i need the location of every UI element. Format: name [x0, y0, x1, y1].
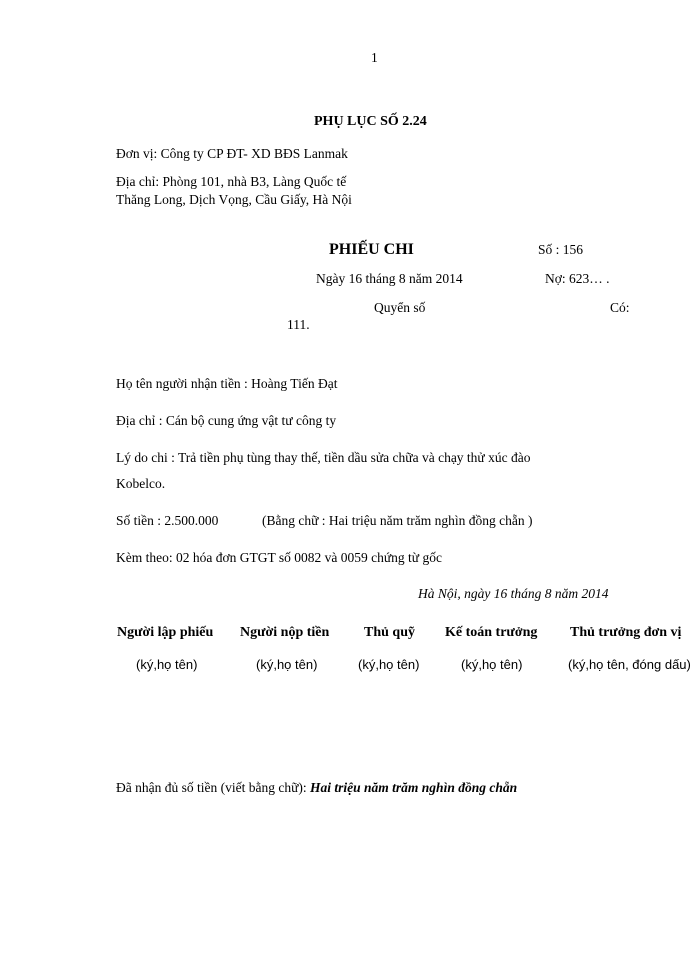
- signature-note: (ký,họ tên): [461, 657, 523, 672]
- recipient-name: Họ tên người nhận tiền : Hoàng Tiến Đạt: [116, 376, 338, 391]
- voucher-date: Ngày 16 tháng 8 năm 2014: [316, 271, 463, 286]
- attachments: Kèm theo: 02 hóa đơn GTGT số 0082 và 0059 chứng từ gốc: [116, 550, 442, 565]
- received-label: Đã nhận đủ số tiền (viết bằng chữ):: [116, 780, 307, 795]
- signature-title: Thủ quỹ: [364, 625, 415, 640]
- credit-account: 111.: [287, 317, 310, 332]
- unit-line: Đơn vị: Công ty CP ĐT- XD BĐS Lanmak: [116, 146, 348, 161]
- amount: Số tiền : 2.500.000: [116, 513, 219, 528]
- signature-title: Người lập phiếu: [117, 625, 214, 640]
- signature-note: (ký,họ tên): [136, 657, 198, 672]
- payment-reason: Lý do chi : Trả tiền phụ tùng thay thế, tiền dầu sửa chữa và chạy thử xúc đào: [116, 450, 531, 465]
- address-line-2: Thăng Long, Dịch Vọng, Cầu Giấy, Hà Nội: [116, 192, 352, 207]
- debit-account: Nợ: 623… .: [545, 271, 610, 286]
- signature-note: (ký,họ tên): [256, 657, 318, 672]
- signature-note: (ký,họ tên, đóng dấu): [568, 657, 691, 672]
- signature-title: Thủ trưởng đơn vị: [570, 625, 682, 640]
- signature-title: Người nộp tiền: [240, 625, 330, 640]
- received-amount-words: Hai triệu năm trăm nghìn đồng chẵn: [310, 780, 518, 795]
- appendix-title: PHỤ LỤC SỐ 2.24: [314, 114, 427, 129]
- credit-label: Có:: [610, 300, 630, 315]
- book-number-label: Quyển số: [374, 300, 426, 315]
- signature-title: Kế toán trưởng: [445, 625, 538, 640]
- address-line-1: Địa chỉ: Phòng 101, nhà B3, Làng Quốc tế: [116, 174, 347, 189]
- page-number: 1: [371, 50, 378, 65]
- voucher-title: PHIẾU CHI: [329, 241, 414, 258]
- received-amount-line: [116, 780, 517, 796]
- recipient-address: Địa chỉ : Cán bộ cung ứng vật tư công ty: [116, 413, 337, 428]
- place-date: Hà Nội, ngày 16 tháng 8 năm 2014: [418, 586, 609, 601]
- voucher-number: Số : 156: [538, 242, 584, 257]
- amount-in-words: (Bằng chữ : Hai triệu năm trăm nghìn đồng chẵn ): [262, 513, 533, 528]
- signature-note: (ký,họ tên): [358, 657, 420, 672]
- payment-reason-continued: Kobelco.: [116, 476, 166, 491]
